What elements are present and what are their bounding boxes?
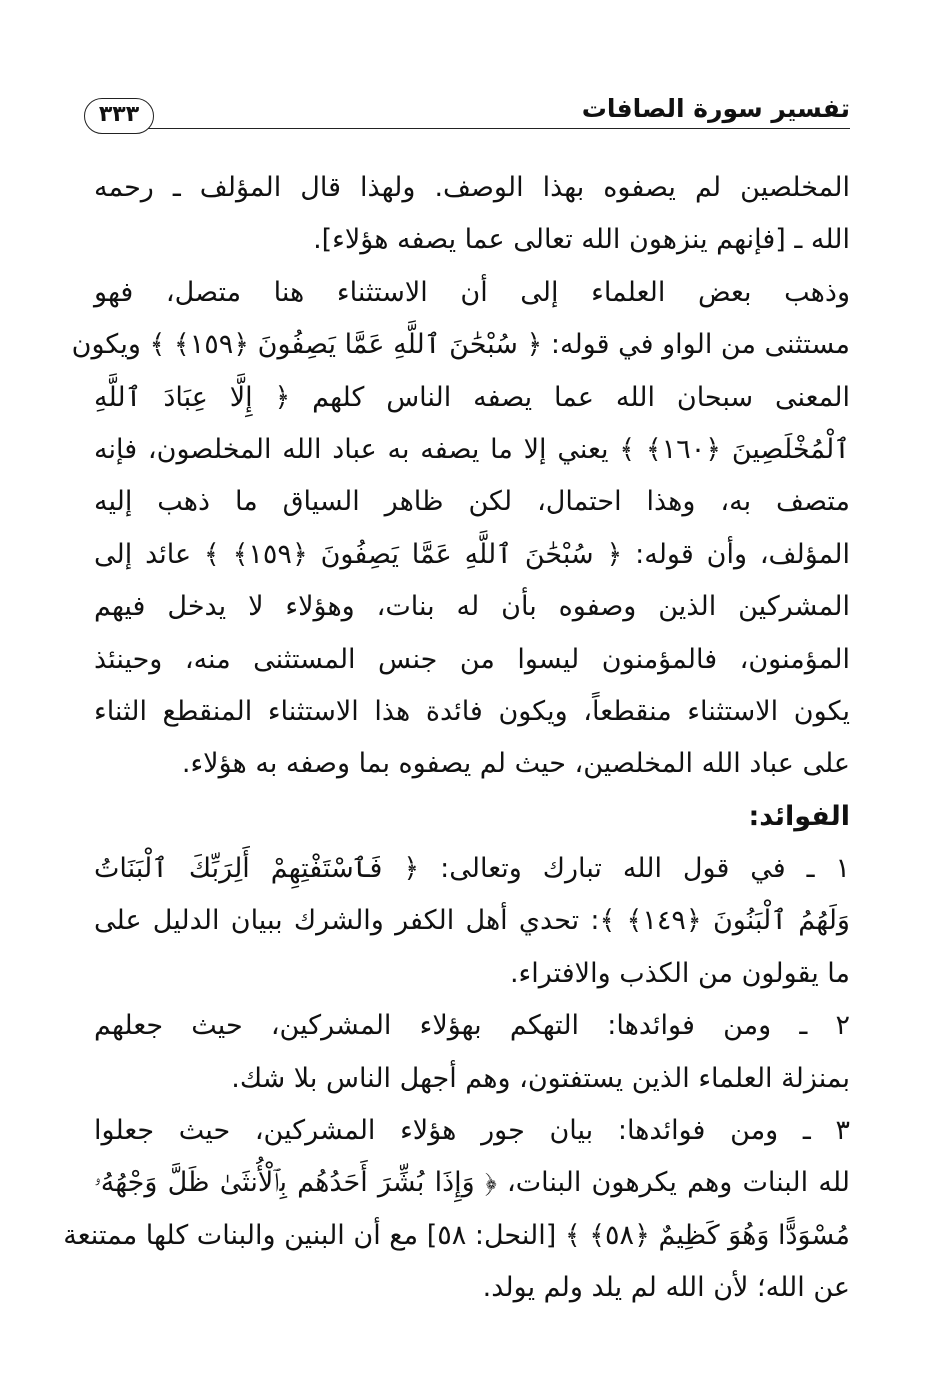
- text-line: متصف به، وهذا احتمال، لكن ظاهر السياق ما ذهب إليه: [94, 486, 850, 518]
- text-line: ١ ـ في قول الله تبارك وتعالى: ﴿ فَٱسْتَفْتِهِمْ أَلِرَبِّكَ ٱلْبَنَاتُ: [94, 853, 850, 885]
- text-line: على عباد الله المخلصين، حيث لم يصفوه بما وصفه به هؤلاء.: [181, 748, 850, 780]
- text-line: ٢ ـ ومن فوائدها: التهكم بهؤلاء المشركين، حيث جعلهم: [94, 1010, 850, 1042]
- text-line: عن الله؛ لأن الله لم يلد ولم يولد.: [482, 1272, 850, 1304]
- text-line: المشركين الذين وصفوه بأن له بنات، وهؤلاء لا يدخل فيهم: [94, 591, 850, 623]
- text-line: المخلصين لم يصفوه بهذا الوصف. ولهذا قال المؤلف ـ رحمه: [94, 172, 850, 203]
- text-line: وذهب بعض العلماء إلى أن الاستثناء هنا متصل، فهو: [94, 276, 850, 308]
- text-line: المؤمنون، فالمؤمنون ليسوا من جنس المستثنى منه، وحينئذ: [94, 643, 850, 675]
- running-title: تفسير سورة الصافات: [581, 94, 850, 123]
- text-line: ٣ ـ ومن فوائدها: بيان جور هؤلاء المشركين، حيث جعلوا: [94, 1115, 850, 1147]
- text-line: ٱلْمُخْلَصِينَ ﴿١٦٠﴾ ﴾ يعني إلا ما يصفه به عباد الله المخلصون، فإنه: [94, 433, 850, 465]
- text-line: بمنزلة العلماء الذين يستفتون، وهم أجهل الناس بلا شك.: [231, 1062, 850, 1094]
- section-heading: الفوائد:: [748, 800, 850, 832]
- text-line: المؤلف، وأن قوله: ﴿ سُبْحَٰنَ ٱللَّهِ عَمَّا يَصِفُونَ ﴿١٥٩﴾ ﴾ عائد إلى: [94, 538, 850, 570]
- text-line: وَلَهُمُ ٱلْبَنُونَ ﴿١٤٩﴾ ﴾: تحدي أهل الكفر والشرك ببيان الدليل على: [94, 905, 850, 937]
- page-body: [63, 162, 850, 1315]
- text-line: مُسْوَدًّا وَهُوَ كَظِيمٌ ﴿٥٨﴾ ﴾ [النحل: ٥٨] مع أن البنين والبنات كلها ممتنعة: [63, 1219, 850, 1251]
- text-line: يكون الاستثناء منقطعاً، ويكون فائدة هذا الاستثناء المنقطع الثناء: [94, 695, 850, 727]
- header-rule: [144, 128, 850, 129]
- text-line: المعنى سبحان الله عما يصفه الناس كلهم ﴿ إِلَّا عِبَادَ ٱللَّهِ: [94, 381, 850, 413]
- text-line: لله البنات وهم يكرهون البنات، ﴿ وَإِذَا بُشِّرَ أَحَدُهُم بِٱلْأُنثَىٰ ظَلَّ وَجْهُهُۥ: [94, 1167, 850, 1199]
- text-line: ما يقولون من الكذب والافتراء.: [509, 957, 850, 989]
- text-line: مستثنى من الواو في قوله: ﴿ سُبْحَٰنَ ٱللَّهِ عَمَّا يَصِفُونَ ﴿١٥٩﴾ ﴾ ويكون: [71, 329, 850, 361]
- text-line: الله ـ [فإنهم ينزهون الله تعالى عما يصفه هؤلاء].: [313, 224, 850, 256]
- page-header: [84, 92, 850, 136]
- page-number: ٣٣٣: [84, 98, 154, 134]
